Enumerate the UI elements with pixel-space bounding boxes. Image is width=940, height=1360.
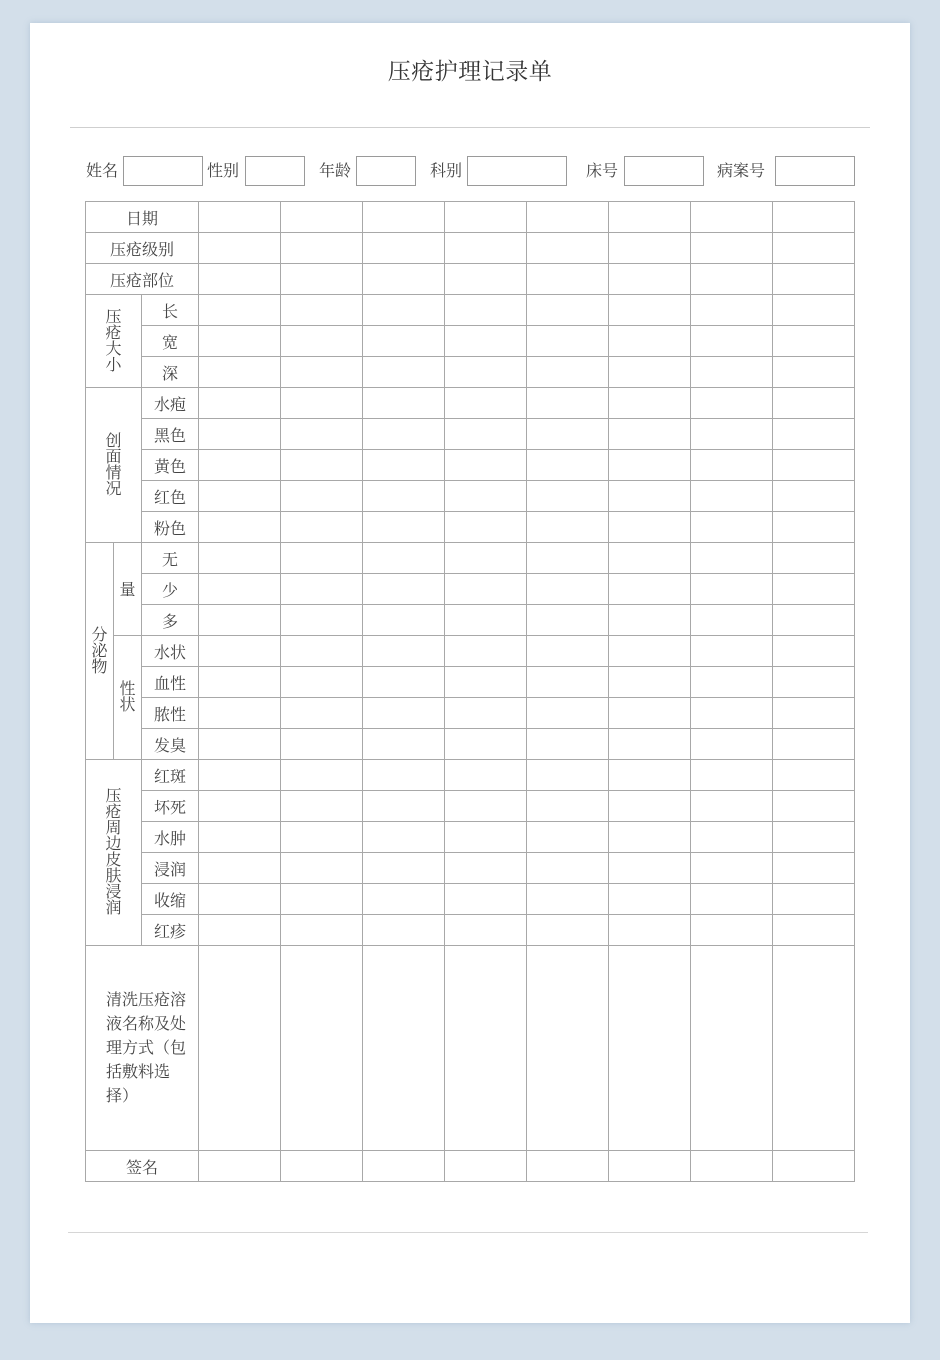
- entry-cell[interactable]: [363, 202, 445, 233]
- entry-cell[interactable]: [773, 698, 855, 729]
- entry-cell[interactable]: [363, 667, 445, 698]
- entry-cell[interactable]: [281, 946, 363, 1151]
- entry-cell[interactable]: [445, 884, 527, 915]
- entry-cell[interactable]: [281, 729, 363, 760]
- table-row: [86, 481, 855, 512]
- department-label: 科别: [430, 161, 463, 180]
- entry-cell[interactable]: [609, 512, 691, 543]
- entry-cell[interactable]: [691, 264, 773, 295]
- entry-cell[interactable]: [281, 450, 363, 481]
- entry-cell[interactable]: [445, 574, 527, 605]
- department-field[interactable]: [467, 156, 567, 186]
- bed-field[interactable]: [624, 156, 704, 186]
- entry-cell[interactable]: [527, 357, 609, 388]
- entry-cell[interactable]: [773, 729, 855, 760]
- entry-cell[interactable]: [199, 760, 281, 791]
- entry-cell[interactable]: [363, 605, 445, 636]
- size-width-label: 宽: [142, 326, 199, 357]
- name-field[interactable]: [123, 156, 203, 186]
- size-depth-label: 深: [142, 357, 199, 388]
- entry-cell[interactable]: [773, 202, 855, 233]
- entry-cell[interactable]: [445, 946, 527, 1151]
- wound-red-label: 红色: [142, 481, 199, 512]
- entry-cell[interactable]: [609, 357, 691, 388]
- entry-cell[interactable]: [199, 233, 281, 264]
- amount-much-label: 多: [142, 605, 199, 636]
- entry-cell[interactable]: [609, 326, 691, 357]
- table-row: [86, 419, 855, 450]
- entry-cell[interactable]: [363, 388, 445, 419]
- entry-cell[interactable]: [363, 264, 445, 295]
- wound-yellow-label: 黄色: [142, 450, 199, 481]
- entry-cell[interactable]: [773, 543, 855, 574]
- entry-cell[interactable]: [445, 729, 527, 760]
- entry-cell[interactable]: [199, 481, 281, 512]
- entry-cell[interactable]: [199, 791, 281, 822]
- table-row: [86, 729, 855, 760]
- entry-cell[interactable]: [281, 326, 363, 357]
- size-group-label: 压疮大小: [86, 295, 142, 388]
- table-row: [86, 202, 855, 233]
- entry-cell[interactable]: [609, 233, 691, 264]
- entry-cell[interactable]: [691, 388, 773, 419]
- entry-cell[interactable]: [773, 295, 855, 326]
- signature-label: 签名: [86, 1151, 199, 1182]
- entry-cell[interactable]: [363, 357, 445, 388]
- entry-cell[interactable]: [199, 357, 281, 388]
- table-row: [86, 295, 855, 326]
- entry-cell[interactable]: [281, 202, 363, 233]
- entry-cell[interactable]: [609, 543, 691, 574]
- entry-cell[interactable]: [281, 233, 363, 264]
- table-row: [86, 853, 855, 884]
- entry-cell[interactable]: [527, 481, 609, 512]
- entry-cell[interactable]: [199, 636, 281, 667]
- table-row: [86, 946, 855, 1151]
- entry-cell[interactable]: [691, 853, 773, 884]
- entry-cell[interactable]: [527, 946, 609, 1151]
- entry-cell[interactable]: [199, 698, 281, 729]
- entry-cell[interactable]: [691, 574, 773, 605]
- pressure-ulcer-record-table: [85, 201, 855, 1182]
- entry-cell[interactable]: [199, 729, 281, 760]
- nature-purulent-label: 脓性: [142, 698, 199, 729]
- entry-cell[interactable]: [445, 295, 527, 326]
- secretion-group-label: 分泌物: [86, 543, 114, 760]
- entry-cell[interactable]: [773, 1151, 855, 1182]
- entry-cell[interactable]: [199, 202, 281, 233]
- entry-cell[interactable]: [527, 729, 609, 760]
- table-row: [86, 698, 855, 729]
- entry-cell[interactable]: [199, 450, 281, 481]
- entry-cell[interactable]: [773, 574, 855, 605]
- entry-cell[interactable]: [363, 915, 445, 946]
- entry-cell[interactable]: [199, 884, 281, 915]
- entry-cell[interactable]: [773, 791, 855, 822]
- entry-cell[interactable]: [363, 450, 445, 481]
- table-row: [86, 915, 855, 946]
- entry-cell[interactable]: [609, 667, 691, 698]
- entry-cell[interactable]: [527, 326, 609, 357]
- entry-cell[interactable]: [281, 295, 363, 326]
- entry-cell[interactable]: [281, 636, 363, 667]
- entry-cell[interactable]: [773, 481, 855, 512]
- entry-cell[interactable]: [773, 915, 855, 946]
- entry-cell[interactable]: [691, 636, 773, 667]
- entry-cell[interactable]: [445, 760, 527, 791]
- entry-cell[interactable]: [691, 481, 773, 512]
- case-no-label: 病案号: [717, 161, 766, 180]
- entry-cell[interactable]: [527, 1151, 609, 1182]
- entry-cell[interactable]: [773, 946, 855, 1151]
- entry-cell[interactable]: [609, 388, 691, 419]
- table-row: [86, 574, 855, 605]
- entry-cell[interactable]: [363, 729, 445, 760]
- gender-label: 性别: [207, 161, 240, 180]
- entry-cell[interactable]: [363, 760, 445, 791]
- entry-cell[interactable]: [199, 1151, 281, 1182]
- entry-cell[interactable]: [691, 512, 773, 543]
- entry-cell[interactable]: [445, 1151, 527, 1182]
- table-row: [86, 543, 855, 574]
- entry-cell[interactable]: [527, 388, 609, 419]
- entry-cell[interactable]: [199, 667, 281, 698]
- entry-cell[interactable]: [445, 636, 527, 667]
- entry-cell[interactable]: [527, 512, 609, 543]
- entry-cell[interactable]: [281, 543, 363, 574]
- record-form-page: [30, 23, 910, 1323]
- table-row: [86, 326, 855, 357]
- entry-cell[interactable]: [773, 419, 855, 450]
- entry-cell[interactable]: [773, 512, 855, 543]
- size-length-label: 长: [142, 295, 199, 326]
- entry-cell[interactable]: [445, 543, 527, 574]
- entry-cell[interactable]: [773, 264, 855, 295]
- entry-cell[interactable]: [445, 698, 527, 729]
- entry-cell[interactable]: [773, 667, 855, 698]
- secretion-nature-label: 性状: [114, 636, 142, 760]
- entry-cell[interactable]: [691, 884, 773, 915]
- table-row: [86, 822, 855, 853]
- table-row: [86, 791, 855, 822]
- entry-cell[interactable]: [691, 357, 773, 388]
- skin-infiltration-label: 浸润: [142, 853, 199, 884]
- entry-cell[interactable]: [773, 853, 855, 884]
- entry-cell[interactable]: [281, 264, 363, 295]
- case-no-field[interactable]: [775, 156, 855, 186]
- entry-cell[interactable]: [609, 574, 691, 605]
- entry-cell[interactable]: [773, 357, 855, 388]
- entry-cell[interactable]: [281, 667, 363, 698]
- entry-cell[interactable]: [527, 915, 609, 946]
- nature-odor-label: 发臭: [142, 729, 199, 760]
- entry-cell[interactable]: [527, 295, 609, 326]
- entry-cell[interactable]: [199, 915, 281, 946]
- entry-cell[interactable]: [609, 698, 691, 729]
- entry-cell[interactable]: [691, 202, 773, 233]
- entry-cell[interactable]: [281, 357, 363, 388]
- entry-cell[interactable]: [691, 946, 773, 1151]
- entry-cell[interactable]: [199, 326, 281, 357]
- table-row: [86, 450, 855, 481]
- entry-cell[interactable]: [445, 388, 527, 419]
- entry-cell[interactable]: [445, 202, 527, 233]
- grade-label: 压疮级别: [86, 233, 199, 264]
- entry-cell[interactable]: [527, 636, 609, 667]
- entry-cell[interactable]: [445, 419, 527, 450]
- entry-cell[interactable]: [691, 791, 773, 822]
- table-row: [86, 264, 855, 295]
- entry-cell[interactable]: [527, 791, 609, 822]
- skin-edema-label: 水肿: [142, 822, 199, 853]
- table-row: [86, 388, 855, 419]
- entry-cell[interactable]: [773, 233, 855, 264]
- entry-cell[interactable]: [363, 636, 445, 667]
- table-row: [86, 512, 855, 543]
- table-row: [86, 605, 855, 636]
- entry-cell[interactable]: [691, 915, 773, 946]
- entry-cell[interactable]: [609, 946, 691, 1151]
- entry-cell[interactable]: [691, 450, 773, 481]
- entry-cell[interactable]: [281, 853, 363, 884]
- entry-cell[interactable]: [199, 419, 281, 450]
- entry-cell[interactable]: [363, 946, 445, 1151]
- entry-cell[interactable]: [609, 605, 691, 636]
- entry-cell[interactable]: [609, 202, 691, 233]
- entry-cell[interactable]: [281, 1151, 363, 1182]
- entry-cell[interactable]: [609, 884, 691, 915]
- amount-none-label: 无: [142, 543, 199, 574]
- entry-cell[interactable]: [281, 822, 363, 853]
- entry-cell[interactable]: [281, 698, 363, 729]
- entry-cell[interactable]: [691, 667, 773, 698]
- age-label: 年龄: [319, 161, 352, 180]
- entry-cell[interactable]: [199, 388, 281, 419]
- table-row: [86, 667, 855, 698]
- entry-cell[interactable]: [363, 822, 445, 853]
- entry-cell[interactable]: [773, 884, 855, 915]
- entry-cell[interactable]: [691, 760, 773, 791]
- entry-cell[interactable]: [691, 729, 773, 760]
- secretion-amount-label: 量: [114, 543, 142, 636]
- wound-group-label: 创面情况: [86, 388, 142, 543]
- entry-cell[interactable]: [609, 1151, 691, 1182]
- entry-cell[interactable]: [363, 698, 445, 729]
- entry-cell[interactable]: [199, 574, 281, 605]
- entry-cell[interactable]: [609, 729, 691, 760]
- entry-cell[interactable]: [199, 946, 281, 1151]
- bed-label: 床号: [586, 161, 619, 180]
- entry-cell[interactable]: [691, 605, 773, 636]
- entry-cell[interactable]: [281, 791, 363, 822]
- entry-cell[interactable]: [281, 512, 363, 543]
- entry-cell[interactable]: [445, 667, 527, 698]
- entry-cell[interactable]: [691, 1151, 773, 1182]
- entry-cell[interactable]: [445, 822, 527, 853]
- nature-watery-label: 水状: [142, 636, 199, 667]
- entry-cell[interactable]: [199, 295, 281, 326]
- entry-cell[interactable]: [363, 574, 445, 605]
- skin-contraction-label: 收缩: [142, 884, 199, 915]
- entry-cell[interactable]: [773, 605, 855, 636]
- entry-cell[interactable]: [527, 543, 609, 574]
- table-row: [86, 357, 855, 388]
- entry-cell[interactable]: [691, 295, 773, 326]
- entry-cell[interactable]: [445, 450, 527, 481]
- entry-cell[interactable]: [527, 884, 609, 915]
- entry-cell[interactable]: [199, 512, 281, 543]
- entry-cell[interactable]: [445, 512, 527, 543]
- entry-cell[interactable]: [281, 388, 363, 419]
- entry-cell[interactable]: [281, 605, 363, 636]
- entry-cell[interactable]: [527, 667, 609, 698]
- entry-cell[interactable]: [773, 388, 855, 419]
- entry-cell[interactable]: [363, 853, 445, 884]
- entry-cell[interactable]: [445, 481, 527, 512]
- bottom-divider: [68, 1232, 868, 1233]
- entry-cell[interactable]: [527, 264, 609, 295]
- entry-cell[interactable]: [527, 233, 609, 264]
- amount-little-label: 少: [142, 574, 199, 605]
- entry-cell[interactable]: [363, 233, 445, 264]
- entry-cell[interactable]: [527, 419, 609, 450]
- wound-blister-label: 水疱: [142, 388, 199, 419]
- entry-cell[interactable]: [363, 791, 445, 822]
- entry-cell[interactable]: [527, 760, 609, 791]
- name-label: 姓名: [86, 161, 119, 180]
- entry-cell[interactable]: [609, 450, 691, 481]
- entry-cell[interactable]: [363, 295, 445, 326]
- entry-cell[interactable]: [199, 822, 281, 853]
- entry-cell[interactable]: [609, 915, 691, 946]
- entry-cell[interactable]: [199, 543, 281, 574]
- entry-cell[interactable]: [609, 481, 691, 512]
- entry-cell[interactable]: [363, 1151, 445, 1182]
- wound-pink-label: 粉色: [142, 512, 199, 543]
- entry-cell[interactable]: [527, 450, 609, 481]
- entry-cell[interactable]: [691, 543, 773, 574]
- entry-cell[interactable]: [609, 822, 691, 853]
- entry-cell[interactable]: [445, 605, 527, 636]
- table-row: [86, 636, 855, 667]
- entry-cell[interactable]: [445, 264, 527, 295]
- table-body: [86, 202, 855, 1182]
- entry-cell[interactable]: [609, 295, 691, 326]
- entry-cell[interactable]: [609, 760, 691, 791]
- entry-cell[interactable]: [281, 915, 363, 946]
- entry-cell[interactable]: [445, 791, 527, 822]
- entry-cell[interactable]: [281, 884, 363, 915]
- entry-cell[interactable]: [199, 605, 281, 636]
- page-title: 压疮护理记录单: [387, 59, 553, 85]
- entry-cell[interactable]: [363, 419, 445, 450]
- entry-cell[interactable]: [609, 264, 691, 295]
- gender-field[interactable]: [245, 156, 305, 186]
- table-row: [86, 884, 855, 915]
- entry-cell[interactable]: [527, 605, 609, 636]
- entry-cell[interactable]: [445, 853, 527, 884]
- entry-cell[interactable]: [773, 822, 855, 853]
- top-divider: [70, 127, 870, 128]
- date-label: 日期: [86, 202, 199, 233]
- entry-cell[interactable]: [609, 791, 691, 822]
- entry-cell[interactable]: [609, 853, 691, 884]
- skin-rash-label: 红疹: [142, 915, 199, 946]
- entry-cell[interactable]: [527, 698, 609, 729]
- entry-cell[interactable]: [527, 574, 609, 605]
- entry-cell[interactable]: [773, 326, 855, 357]
- site-label: 压疮部位: [86, 264, 199, 295]
- entry-cell[interactable]: [281, 419, 363, 450]
- entry-cell[interactable]: [773, 760, 855, 791]
- entry-cell[interactable]: [773, 636, 855, 667]
- entry-cell[interactable]: [281, 760, 363, 791]
- entry-cell[interactable]: [363, 884, 445, 915]
- age-field[interactable]: [356, 156, 416, 186]
- entry-cell[interactable]: [199, 264, 281, 295]
- entry-cell[interactable]: [445, 233, 527, 264]
- entry-cell[interactable]: [691, 419, 773, 450]
- entry-cell[interactable]: [691, 326, 773, 357]
- entry-cell[interactable]: [527, 822, 609, 853]
- entry-cell[interactable]: [691, 233, 773, 264]
- entry-cell[interactable]: [363, 512, 445, 543]
- entry-cell[interactable]: [363, 481, 445, 512]
- entry-cell[interactable]: [527, 202, 609, 233]
- entry-cell[interactable]: [445, 326, 527, 357]
- cleaning-method-label: 清洗压疮溶液名称及处理方式（包括敷料选择）: [86, 946, 199, 1151]
- entry-cell[interactable]: [609, 419, 691, 450]
- skin-necrosis-label: 坏死: [142, 791, 199, 822]
- table-row: [86, 1151, 855, 1182]
- skin-group-label: 压疮周边皮肤浸润: [86, 760, 142, 946]
- entry-cell[interactable]: [691, 822, 773, 853]
- wound-black-label: 黑色: [142, 419, 199, 450]
- entry-cell[interactable]: [445, 357, 527, 388]
- entry-cell[interactable]: [773, 450, 855, 481]
- nature-bloody-label: 血性: [142, 667, 199, 698]
- entry-cell[interactable]: [199, 853, 281, 884]
- entry-cell[interactable]: [281, 481, 363, 512]
- entry-cell[interactable]: [363, 543, 445, 574]
- entry-cell[interactable]: [445, 915, 527, 946]
- table-row: [86, 760, 855, 791]
- skin-erythema-label: 红斑: [142, 760, 199, 791]
- entry-cell[interactable]: [609, 636, 691, 667]
- table-row: [86, 233, 855, 264]
- entry-cell[interactable]: [527, 853, 609, 884]
- entry-cell[interactable]: [363, 326, 445, 357]
- entry-cell[interactable]: [281, 574, 363, 605]
- entry-cell[interactable]: [691, 698, 773, 729]
